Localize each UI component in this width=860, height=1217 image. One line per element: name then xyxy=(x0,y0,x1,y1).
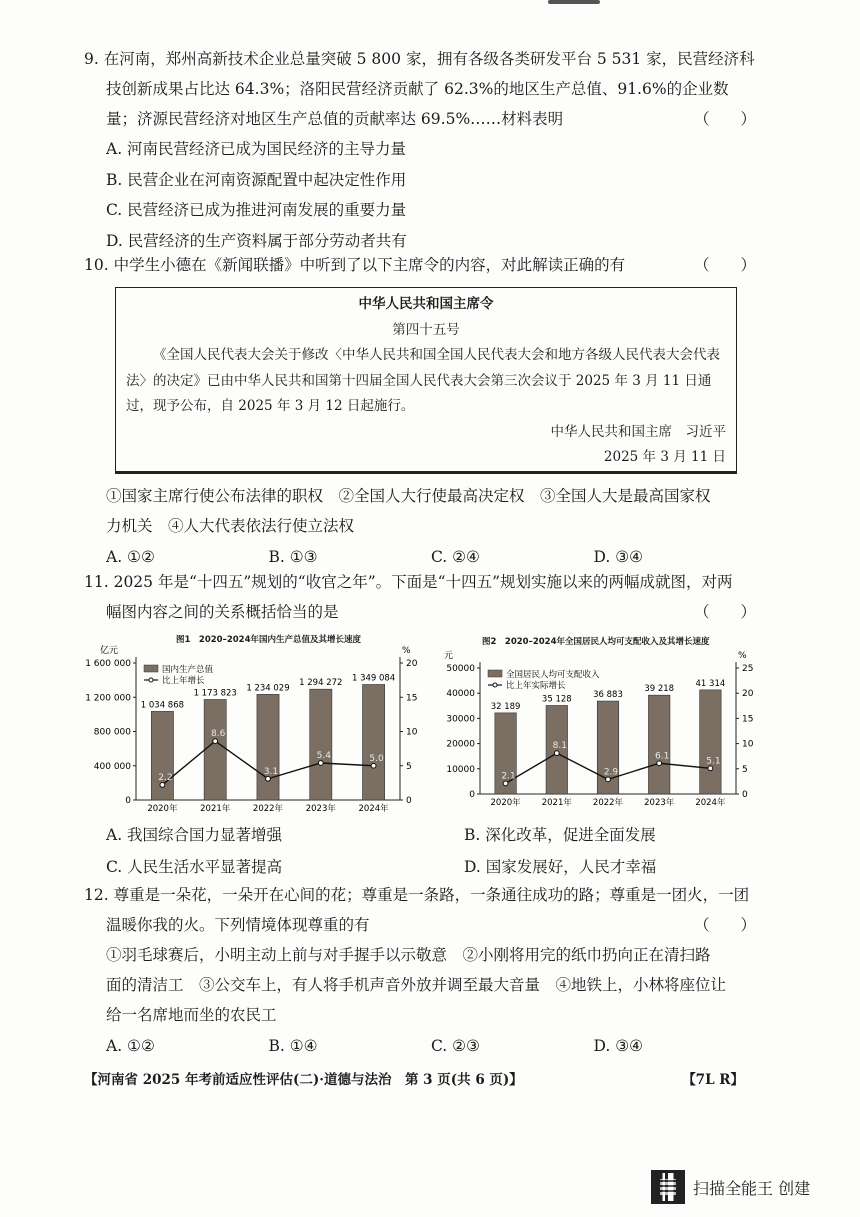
q10-choice-d: D. ③④ xyxy=(593,548,644,566)
q12-choice-b: B. ①④ xyxy=(268,1037,318,1055)
scanner-label: 扫描全能王 创建 xyxy=(693,1178,811,1198)
y2-tick-label: 15 xyxy=(742,714,754,725)
legend-bar-swatch xyxy=(488,670,502,677)
question-12 xyxy=(84,880,756,1062)
top-edge-mark xyxy=(548,0,600,4)
page-footer xyxy=(84,1068,744,1088)
question-10 xyxy=(84,250,756,280)
q12-item-line3: 给一名席地而坐的农民工 xyxy=(106,1006,277,1024)
q10-choice-a: A. ①② xyxy=(106,548,155,566)
y-axis-unit: 亿元 xyxy=(100,646,119,656)
q9-option-b: B. 民营企业在河南资源配置中起决定性作用 xyxy=(106,170,407,189)
q9-line3-text: 量；济源民营经济对地区生产总值的贡献率达 69.5%……材料表明 xyxy=(106,110,564,128)
bar-value-label: 39 218 xyxy=(644,684,675,695)
q11-line2: 幅图内容之间的关系概括恰当的是 xyxy=(106,603,339,621)
y-tick-label: 800 000 xyxy=(93,727,131,738)
q9-line3 xyxy=(84,104,756,134)
q11-option-b: B. 深化改革，促进全面发展 xyxy=(464,826,656,844)
y-axis-unit: 元 xyxy=(444,651,454,661)
decree-title: 中华人民共和国主席令 xyxy=(358,296,494,312)
q12-choices xyxy=(84,1030,756,1062)
q12-line1: 12. 尊重是一朵花，一朵开在心间的花；尊重是一条路，一条通往成功的路；尊重是一团火，一团 xyxy=(84,886,750,904)
chart2-income xyxy=(436,645,764,821)
y2-tick-label: 25 xyxy=(742,664,754,674)
legend-bar-label: 全国居民人均可支配收入 xyxy=(506,670,600,680)
bar xyxy=(310,689,332,800)
decree-signer: 中华人民共和国主席 习近平 xyxy=(550,423,726,440)
growth-value-label: 3.1 xyxy=(263,766,279,777)
y-tick-label: 40000 xyxy=(446,689,475,700)
q10-choice-c: C. ②④ xyxy=(431,548,480,566)
chart1-gdp xyxy=(84,643,424,821)
bar-value-label: 35 128 xyxy=(541,694,572,705)
q12-choice-a: A. ①② xyxy=(106,1037,155,1055)
x-tick-label: 2024年 xyxy=(358,804,389,814)
y2-tick-label: 5 xyxy=(406,761,412,772)
q12-line2-row xyxy=(84,910,756,940)
bar-value-label: 36 883 xyxy=(593,690,623,701)
q10-items xyxy=(84,481,756,573)
y-tick-label: 0 xyxy=(469,790,475,800)
growth-value-label: 6.1 xyxy=(655,751,670,762)
growth-point xyxy=(318,761,323,766)
q11-option-grid xyxy=(84,819,756,883)
x-tick-label: 2024年 xyxy=(695,798,726,808)
q12-line2: 温暖你我的火。下列情境体现尊重的有 xyxy=(106,916,370,934)
y2-axis-unit: % xyxy=(402,646,411,656)
q10-items-line1: ①国家主席行使公布法律的职权 ②全国人大行使最高决定权 ③全国人大是最高国家权 xyxy=(106,487,711,505)
growth-point xyxy=(213,739,218,744)
q12-answer-paren: （ ） xyxy=(693,916,756,934)
q10-choice-b: B. ①③ xyxy=(268,548,318,566)
growth-value-label: 5.4 xyxy=(316,751,331,762)
growth-point xyxy=(554,751,559,756)
question-11 xyxy=(84,567,756,627)
bar xyxy=(257,694,279,800)
chart1-title: 图1 2020–2024年国内生产总值及其增长速度 xyxy=(176,635,361,645)
q9-option-a: A. 河南民营经济已成为国民经济的主导力量 xyxy=(106,140,407,158)
bar-value-label: 1 173 823 xyxy=(193,688,237,699)
presidential-decree-box xyxy=(115,287,737,474)
y-tick-label: 1 600 000 xyxy=(85,659,131,669)
y2-tick-label: 20 xyxy=(406,659,418,669)
decree-number: 第四十五号 xyxy=(392,321,460,338)
legend-line-label: 比上年增长 xyxy=(162,676,205,686)
growth-point xyxy=(503,781,508,786)
q10-stem-line xyxy=(84,250,756,280)
bar-value-label: 1 234 029 xyxy=(246,683,290,694)
growth-value-label: 2.1 xyxy=(501,771,516,782)
qr-code-icon xyxy=(651,1170,685,1204)
growth-value-label: 2.9 xyxy=(603,767,619,778)
q12-choice-c: C. ②③ xyxy=(431,1037,480,1055)
y-tick-label: 1 200 000 xyxy=(85,693,131,704)
growth-point xyxy=(371,763,376,768)
bar xyxy=(700,690,722,794)
growth-point xyxy=(266,776,271,781)
q9-line1: 9. 在河南，郑州高新技术企业总量突破 5 800 家，拥有各级各类研发平台 5 531 家，民营经济科 xyxy=(84,50,755,68)
legend-line-marker xyxy=(149,678,153,682)
y2-tick-label: 15 xyxy=(406,693,418,704)
decree-date: 2025 年 3 月 11 日 xyxy=(603,449,726,465)
y2-tick-label: 0 xyxy=(742,790,748,800)
q11-options xyxy=(84,819,756,883)
chart2-title: 图2 2020–2024年全国居民人均可支配收入及其增长速度 xyxy=(482,637,710,647)
footer-exam-info: 【河南省 2025 年考前适应性评估(二)·道德与法治 第 3 页(共 6 页)】 xyxy=(84,1072,523,1088)
x-tick-label: 2020年 xyxy=(147,804,178,814)
x-tick-label: 2021年 xyxy=(200,804,231,814)
y2-tick-label: 20 xyxy=(742,689,754,700)
bar-value-label: 41 314 xyxy=(695,678,726,689)
footer-code: 【7L R】 xyxy=(682,1072,744,1088)
question-9 xyxy=(84,44,756,256)
bar xyxy=(363,684,385,800)
q12-item-line1: ①羽毛球赛后，小明主动上前与对手握手以示敬意 ②小刚将用完的纸巾扔向正在清扫路 xyxy=(106,946,711,964)
bar-value-label: 1 349 084 xyxy=(351,673,396,684)
x-tick-label: 2020年 xyxy=(490,798,521,808)
y2-tick-label: 10 xyxy=(742,739,754,750)
x-tick-label: 2022年 xyxy=(252,804,284,814)
q11-line1: 11. 2025 年是“十四五”规划的“收官之年”。下面是“十四五”规划实施以来的两幅成就图，对两 xyxy=(84,573,733,591)
decree-body: 《全国人民代表大会关于修改〈中华人民共和国全国人民代表大会和地方各级人民代表大会代表法〉的决定》已由中华人民共和国第十四届全国人民代表大会第三次会议于 2025 年 3 月 11 日通过，现予公布，自 2025 年 3 月 12 日起施行。 xyxy=(126,347,720,414)
growth-point xyxy=(657,761,662,766)
x-tick-label: 2022年 xyxy=(592,798,624,808)
y-tick-label: 30000 xyxy=(446,714,475,725)
y2-tick-label: 0 xyxy=(406,796,412,806)
growth-value-label: 2.2 xyxy=(158,772,173,783)
y-tick-label: 400 000 xyxy=(93,761,131,772)
bar-value-label: 1 034 868 xyxy=(140,700,185,711)
q11-answer-paren: （ ） xyxy=(693,603,756,621)
growth-point xyxy=(708,766,713,771)
x-tick-label: 2021年 xyxy=(541,798,572,808)
growth-value-label: 8.6 xyxy=(211,729,226,740)
legend-bar-label: 国内生产总值 xyxy=(162,665,214,675)
q10-answer-paren: （ ） xyxy=(693,256,756,274)
x-tick-label: 2023年 xyxy=(305,804,336,814)
y-tick-label: 10000 xyxy=(446,764,475,775)
q9-option-d: D. 民营经济的生产资料属于部分劳动者共有 xyxy=(106,231,407,250)
bar xyxy=(648,695,670,794)
growth-point xyxy=(606,777,611,782)
growth-value-label: 5.0 xyxy=(369,753,384,764)
bar-value-label: 1 294 272 xyxy=(299,678,343,689)
q12-choice-d: D. ③④ xyxy=(593,1037,644,1055)
bar xyxy=(204,699,226,800)
y2-axis-unit: % xyxy=(738,651,747,661)
legend-line-marker xyxy=(493,683,497,687)
scanner-watermark xyxy=(651,1170,810,1204)
growth-point xyxy=(160,783,165,788)
y-tick-label: 20000 xyxy=(446,739,475,750)
q12-item-line2: 面的清洁工 ③公交车上，有人将手机声音外放并调至最大音量 ④地铁上，小林将座位让 xyxy=(106,976,727,994)
bar-value-label: 32 189 xyxy=(490,701,521,712)
x-tick-label: 2023年 xyxy=(644,798,675,808)
q11-option-c: C. 人民生活水平显著提高 xyxy=(106,858,283,876)
growth-value-label: 5.1 xyxy=(706,756,721,767)
q10-items-line2: 力机关 ④人大代表依法行使立法权 xyxy=(106,517,355,535)
q9-option-c: C. 民营经济已成为推进河南发展的重要力量 xyxy=(106,201,407,219)
q11-option-a: A. 我国综合国力显著增强 xyxy=(106,826,283,844)
q10-stem: 10. 中学生小德在《新闻联播》中听到了以下主席令的内容，对此解读正确的有 xyxy=(84,256,626,274)
q9-line2: 技创新成果占比达 64.3%；洛阳民营经济贡献了 62.3%的地区生产总值、91.6%的企业数 xyxy=(106,80,729,98)
y-tick-label: 0 xyxy=(125,796,131,806)
y2-tick-label: 5 xyxy=(742,764,748,775)
legend-line-label: 比上年实际增长 xyxy=(506,681,566,691)
y2-tick-label: 10 xyxy=(406,727,418,738)
q11-option-d: D. 国家发展好，人民才幸福 xyxy=(464,858,657,876)
growth-value-label: 8.1 xyxy=(552,741,567,752)
q9-answer-paren: （ ） xyxy=(693,110,756,128)
legend-bar-swatch xyxy=(144,665,158,672)
y-tick-label: 50000 xyxy=(446,664,475,674)
q11-line2-row xyxy=(84,597,756,627)
